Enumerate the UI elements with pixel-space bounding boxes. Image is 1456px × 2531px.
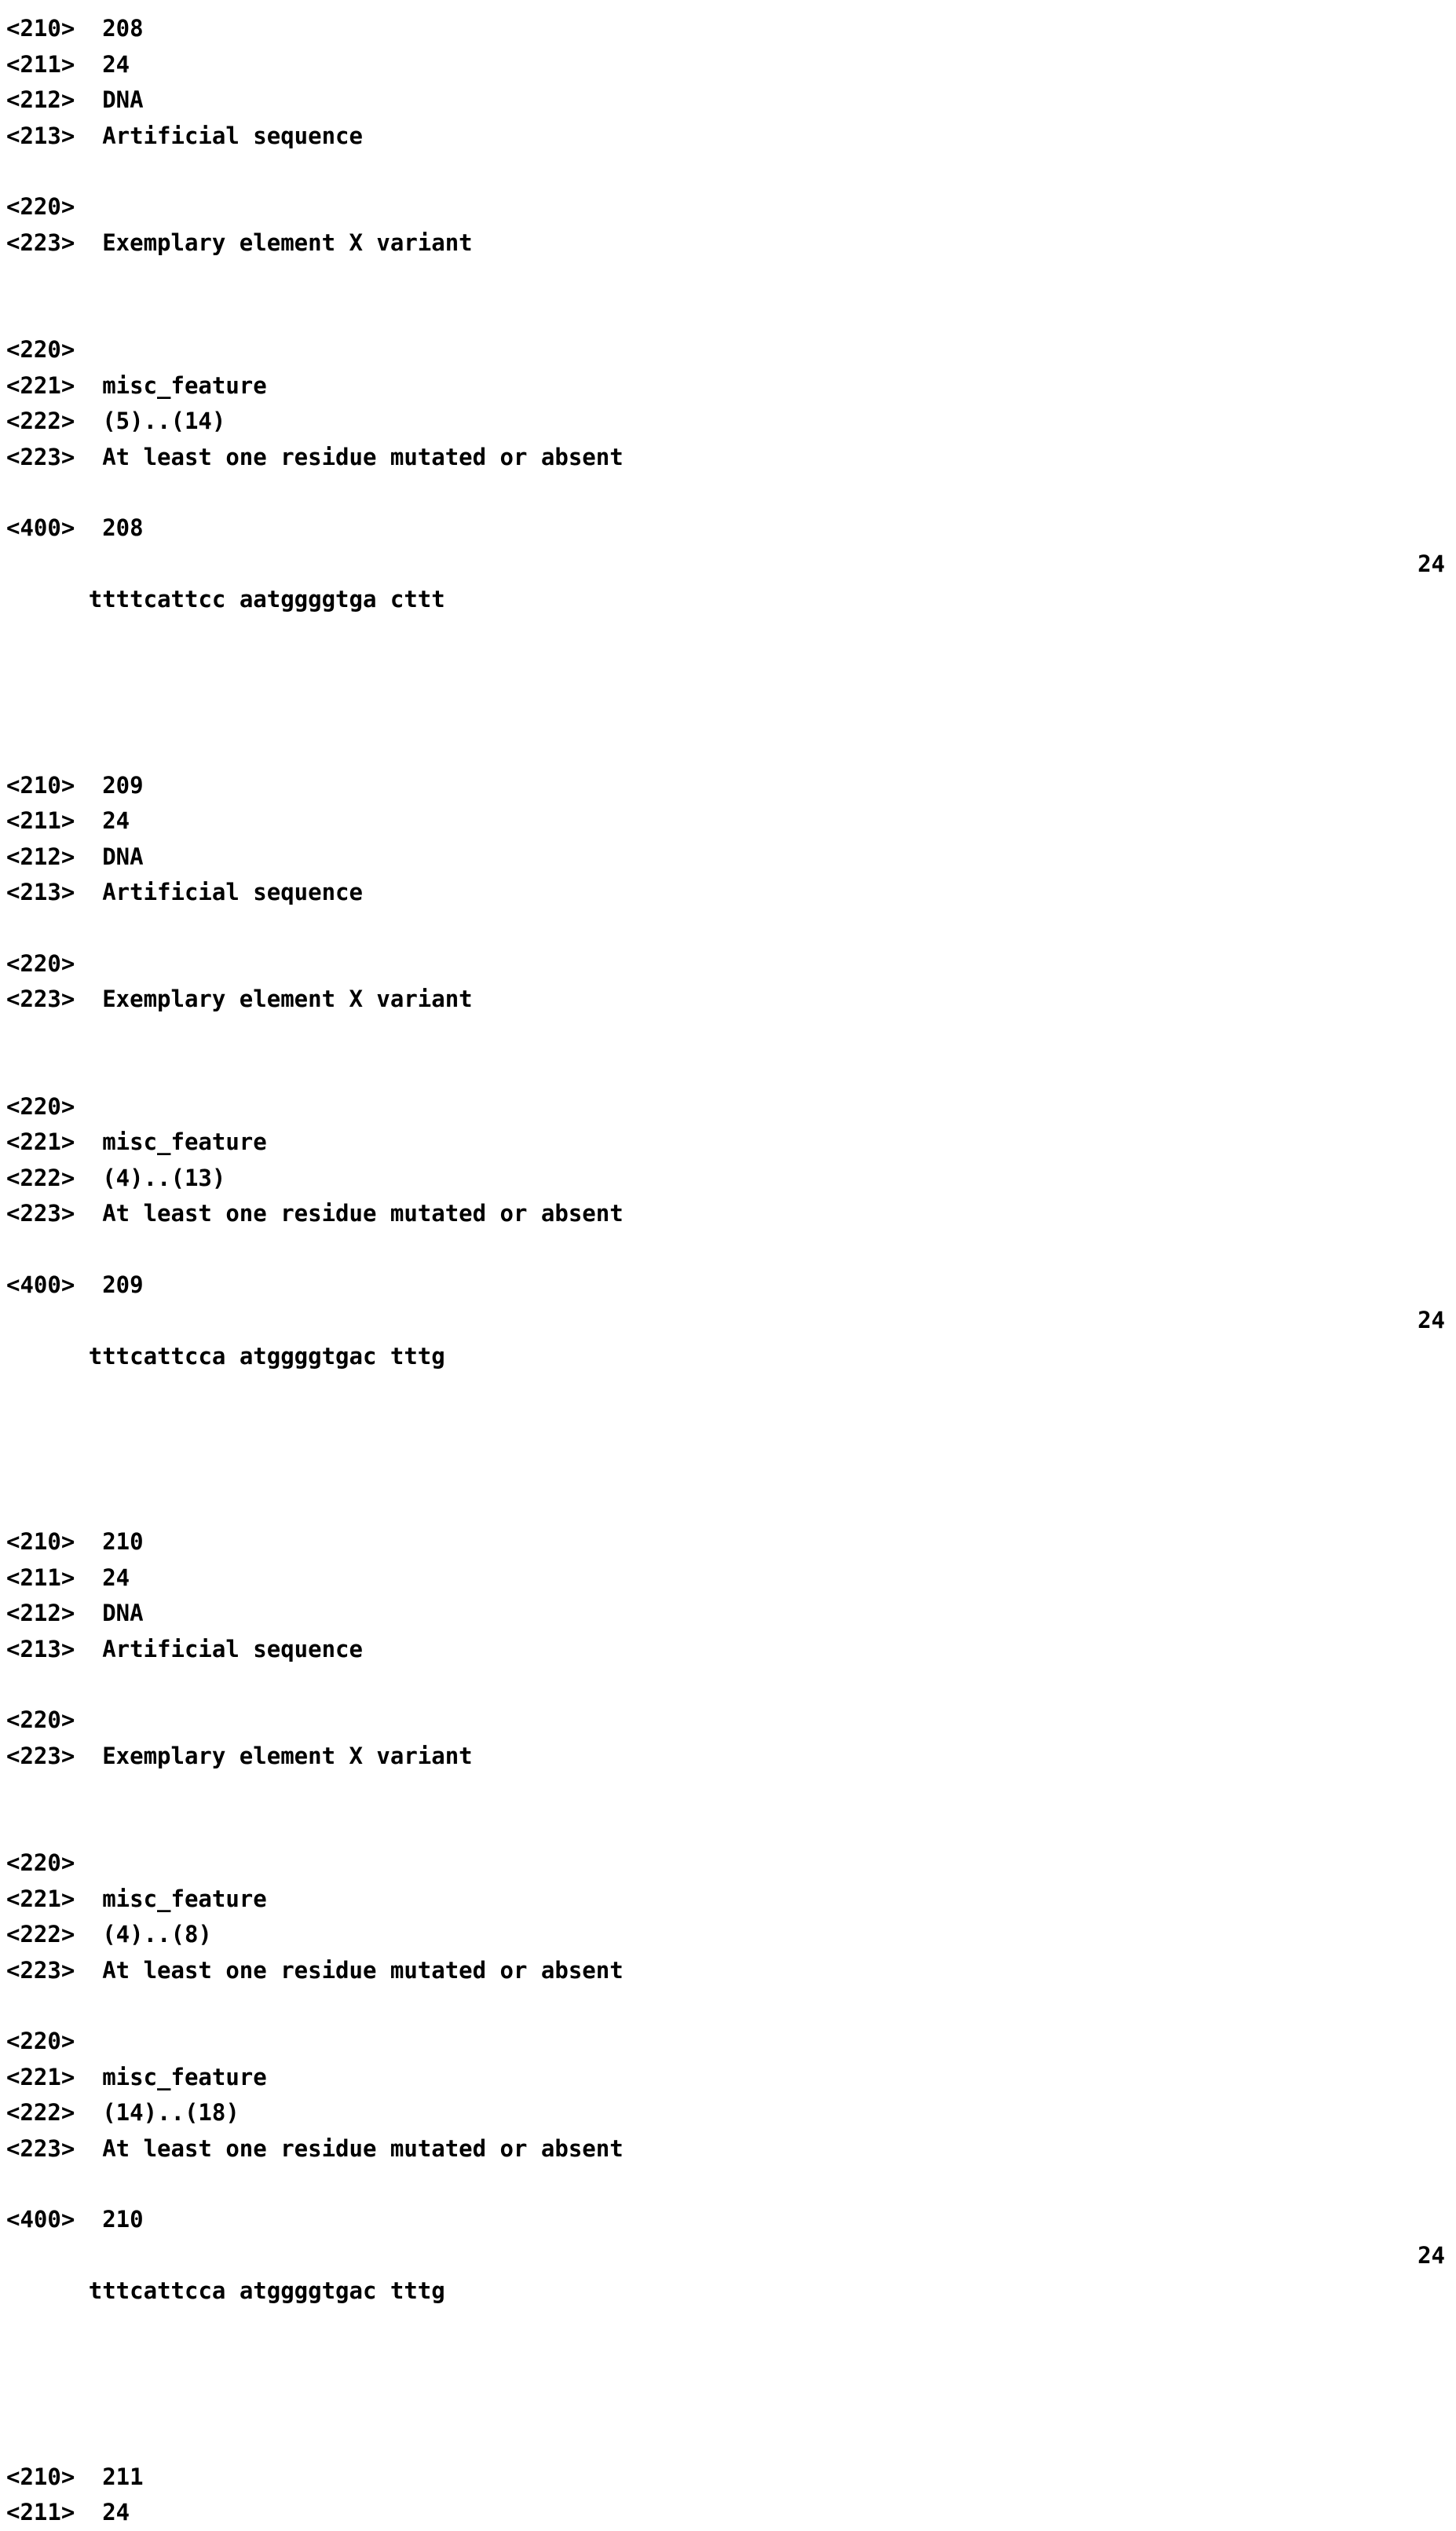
field-223: <223> At least one residue mutated or absent [6, 443, 624, 470]
sequence-line [0, 2238, 1456, 2381]
spacer [0, 1774, 1456, 1845]
spacer [0, 911, 1456, 946]
sequence-line [0, 547, 1456, 689]
entry-separator [0, 689, 1456, 768]
field-210: <210> 211 [6, 2463, 144, 2490]
field-223: <223> Exemplary element X variant [6, 986, 473, 1012]
field-223: <223> Exemplary element X variant [6, 1742, 473, 1769]
spacer [0, 1018, 1456, 1089]
field-220: <220> [6, 336, 75, 363]
sequence-entry-210 [0, 1524, 1456, 2381]
field-210: <210> 208 [6, 15, 144, 42]
field-211: <211> 24 [6, 50, 130, 78]
field-212: <212> DNA [6, 86, 144, 113]
sequence-entry-209 [0, 768, 1456, 1447]
field-220: <220> [6, 949, 75, 977]
field-222: <222> (5)..(14) [6, 408, 226, 434]
spacer [0, 154, 1456, 189]
field-212: <212> DNA [6, 843, 144, 870]
field-220: <220> [6, 1092, 75, 1120]
sequence-length: 24 [1418, 550, 1445, 577]
sequence-line [0, 1303, 1456, 1446]
field-222: <222> (4)..(8) [6, 1921, 212, 1948]
field-221: <221> misc_feature [6, 1885, 267, 1912]
field-221: <221> misc_feature [6, 1128, 267, 1155]
sequence-length: 24 [1418, 1307, 1445, 1333]
spacer [0, 1988, 1456, 2024]
sequence-length: 24 [1418, 2241, 1445, 2269]
field-210: <210> 209 [6, 771, 144, 799]
field-213: <213> Artificial sequence [6, 1635, 363, 1662]
sequence-entry-211 [0, 2460, 1456, 2531]
field-400: <400> 208 [6, 514, 144, 541]
field-220: <220> [6, 193, 75, 220]
sequence-entry-208 [0, 11, 1456, 689]
spacer [0, 475, 1456, 510]
sequence-text: ttttcattcc aatggggtga cttt [88, 586, 445, 613]
field-222: <222> (14)..(18) [6, 2099, 240, 2126]
spacer [0, 1232, 1456, 1267]
field-220: <220> [6, 2028, 75, 2054]
field-400: <400> 209 [6, 1271, 144, 1298]
field-210: <210> 210 [6, 1528, 144, 1555]
field-220: <220> [6, 1706, 75, 1733]
field-220: <220> [6, 1849, 75, 1876]
field-400: <400> 210 [6, 2206, 144, 2233]
entry-separator [0, 1446, 1456, 1524]
field-211: <211> 24 [6, 1564, 130, 1591]
spacer [0, 1667, 1456, 1703]
sequence-text: tttcattcca atggggtgac tttg [88, 2277, 445, 2304]
field-211: <211> 24 [6, 2499, 130, 2526]
entry-separator [0, 2381, 1456, 2460]
sequence-text: tttcattcca atggggtgac tttg [88, 1342, 445, 1370]
spacer [0, 2167, 1456, 2202]
field-223: <223> At least one residue mutated or absent [6, 1956, 624, 1984]
spacer [0, 261, 1456, 332]
field-213: <213> Artificial sequence [6, 122, 363, 149]
field-223: <223> At least one residue mutated or absent [6, 2134, 624, 2162]
field-223: <223> At least one residue mutated or absent [6, 1200, 624, 1227]
field-213: <213> Artificial sequence [6, 879, 363, 905]
field-221: <221> misc_feature [6, 2063, 267, 2090]
field-212: <212> DNA [6, 1600, 144, 1626]
field-222: <222> (4)..(13) [6, 1164, 226, 1191]
field-223: <223> Exemplary element X variant [6, 229, 473, 256]
field-211: <211> 24 [6, 807, 130, 834]
field-221: <221> misc_feature [6, 371, 267, 399]
